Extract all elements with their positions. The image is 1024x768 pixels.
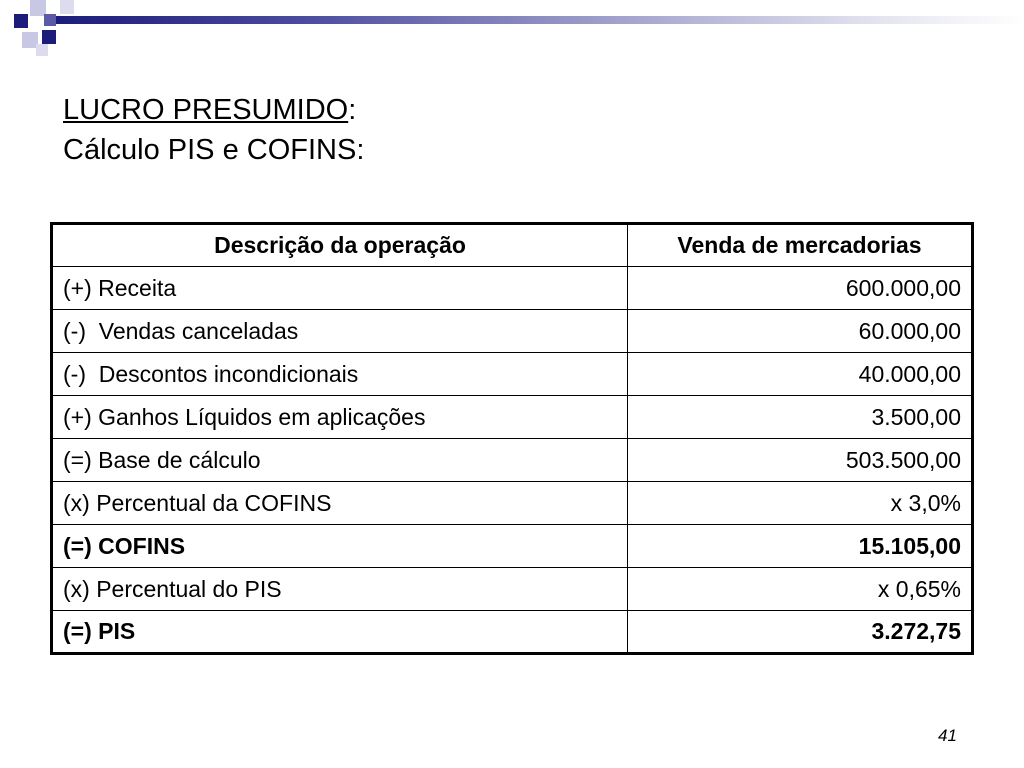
row-value: x 0,65% xyxy=(628,568,973,611)
row-value: 15.105,00 xyxy=(628,525,973,568)
title-line-1 xyxy=(63,90,364,130)
title-colon: : xyxy=(348,94,357,126)
row-description: (=) COFINS xyxy=(52,525,628,568)
row-description: (-) Vendas canceladas xyxy=(52,310,628,353)
row-value: 40.000,00 xyxy=(628,353,973,396)
table-row xyxy=(52,482,973,525)
row-value: 3.272,75 xyxy=(628,611,973,654)
table-row xyxy=(52,353,973,396)
slide-title xyxy=(63,90,364,170)
row-description: (+) Receita xyxy=(52,267,628,310)
table-row xyxy=(52,310,973,353)
decorative-square xyxy=(60,0,74,14)
table-row-total-cofins xyxy=(52,525,973,568)
table-row-total-pis xyxy=(52,611,973,654)
row-value: x 3,0% xyxy=(628,482,973,525)
column-header-value: Venda de mercadorias xyxy=(628,224,973,267)
decorative-square xyxy=(14,14,28,28)
table-header-row xyxy=(52,224,973,267)
row-description: (+) Ganhos Líquidos em aplicações xyxy=(52,396,628,439)
calculation-table xyxy=(50,222,974,655)
column-header-description: Descrição da operação xyxy=(52,224,628,267)
table-row xyxy=(52,439,973,482)
row-description: (=) Base de cálculo xyxy=(52,439,628,482)
table-row xyxy=(52,396,973,439)
row-description: (=) PIS xyxy=(52,611,628,654)
row-description: (x) Percentual da COFINS xyxy=(52,482,628,525)
header-gradient-bar xyxy=(56,16,1024,24)
table-row xyxy=(52,568,973,611)
row-value: 60.000,00 xyxy=(628,310,973,353)
row-description: (x) Percentual do PIS xyxy=(52,568,628,611)
row-description: (-) Descontos incondicionais xyxy=(52,353,628,396)
title-line-2: Cálculo PIS e COFINS: xyxy=(63,134,365,166)
row-value: 503.500,00 xyxy=(628,439,973,482)
decorative-square xyxy=(42,30,56,44)
title-heading: LUCRO PRESUMIDO xyxy=(63,94,349,126)
decorative-square xyxy=(36,44,48,56)
row-value: 600.000,00 xyxy=(628,267,973,310)
table-row xyxy=(52,267,973,310)
row-value: 3.500,00 xyxy=(628,396,973,439)
decorative-square xyxy=(44,14,56,26)
page-number: 41 xyxy=(938,726,957,745)
